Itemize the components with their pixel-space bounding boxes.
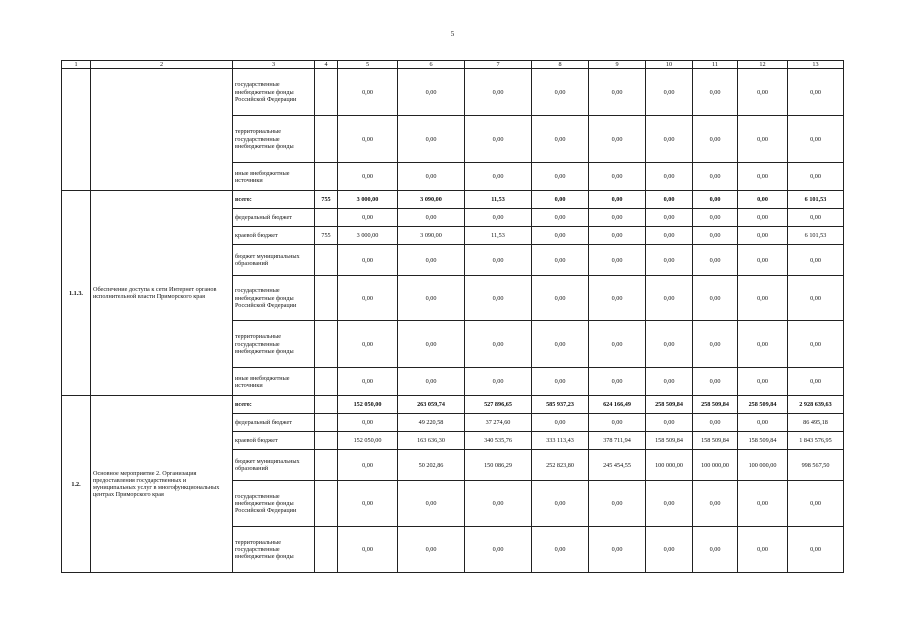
year-value: 152 050,00 xyxy=(338,432,398,450)
funding-source: бюджет муниципальных образований xyxy=(233,245,315,276)
year-value: 0,00 xyxy=(589,227,646,245)
budget-code xyxy=(315,209,338,227)
year-value: 0,00 xyxy=(532,191,589,209)
total-value: 0,00 xyxy=(788,276,844,321)
total-value: 1 843 576,95 xyxy=(788,432,844,450)
total-value: 0,00 xyxy=(788,69,844,116)
funding-source: территориальные государственные внебюджетные фонды xyxy=(233,321,315,368)
funding-source: федеральный бюджет xyxy=(233,209,315,227)
year-value: 0,00 xyxy=(398,276,465,321)
year-value: 0,00 xyxy=(338,163,398,191)
year-value: 0,00 xyxy=(338,414,398,432)
year-value: 49 220,58 xyxy=(398,414,465,432)
year-value: 11,53 xyxy=(465,191,532,209)
year-value: 0,00 xyxy=(693,245,738,276)
year-value: 3 090,00 xyxy=(398,191,465,209)
activity-name: Обеспечение доступа к сети Интернет органов исполнительной власти Приморского края xyxy=(91,191,233,396)
year-value: 0,00 xyxy=(646,321,693,368)
year-value: 0,00 xyxy=(646,69,693,116)
column-header: 11 xyxy=(693,61,738,69)
column-header: 6 xyxy=(398,61,465,69)
budget-code xyxy=(315,276,338,321)
year-value: 0,00 xyxy=(693,191,738,209)
year-value: 0,00 xyxy=(589,481,646,527)
year-value: 0,00 xyxy=(693,227,738,245)
year-value: 3 090,00 xyxy=(398,227,465,245)
header-row xyxy=(62,61,844,69)
total-value: 86 495,18 xyxy=(788,414,844,432)
year-value: 0,00 xyxy=(738,163,788,191)
budget-code xyxy=(315,245,338,276)
year-value: 0,00 xyxy=(738,527,788,573)
funding-source: территориальные государственные внебюджетные фонды xyxy=(233,527,315,573)
table-body xyxy=(62,61,844,573)
total-value: 0,00 xyxy=(788,368,844,396)
funding-source: государственные внебюджетные фонды Российской Федерации xyxy=(233,481,315,527)
year-value: 0,00 xyxy=(693,481,738,527)
funding-source: иные внебюджетные источники xyxy=(233,163,315,191)
year-value: 0,00 xyxy=(693,368,738,396)
year-value: 258 509,84 xyxy=(646,396,693,414)
year-value: 0,00 xyxy=(398,116,465,163)
year-value: 0,00 xyxy=(338,450,398,481)
activity-name xyxy=(91,69,233,191)
table-row xyxy=(62,69,844,116)
year-value: 163 636,30 xyxy=(398,432,465,450)
year-value: 340 535,76 xyxy=(465,432,532,450)
year-value: 0,00 xyxy=(589,527,646,573)
year-value: 0,00 xyxy=(338,116,398,163)
year-value: 0,00 xyxy=(646,245,693,276)
year-value: 0,00 xyxy=(532,414,589,432)
year-value: 0,00 xyxy=(465,368,532,396)
budget-code xyxy=(315,396,338,414)
year-value: 0,00 xyxy=(465,163,532,191)
year-value: 100 000,00 xyxy=(646,450,693,481)
total-value: 0,00 xyxy=(788,163,844,191)
column-header: 12 xyxy=(738,61,788,69)
budget-code xyxy=(315,163,338,191)
funding-source: иные внебюджетные источники xyxy=(233,368,315,396)
funding-source: краевой бюджет xyxy=(233,432,315,450)
year-value: 158 509,84 xyxy=(646,432,693,450)
year-value: 0,00 xyxy=(465,481,532,527)
year-value: 585 937,23 xyxy=(532,396,589,414)
year-value: 0,00 xyxy=(532,321,589,368)
budget-code xyxy=(315,414,338,432)
year-value: 0,00 xyxy=(693,116,738,163)
budget-table xyxy=(61,60,844,573)
year-value: 50 202,86 xyxy=(398,450,465,481)
year-value: 0,00 xyxy=(589,163,646,191)
year-value: 0,00 xyxy=(532,368,589,396)
year-value: 11,53 xyxy=(465,227,532,245)
budget-code xyxy=(315,481,338,527)
year-value: 0,00 xyxy=(693,414,738,432)
year-value: 3 000,00 xyxy=(338,227,398,245)
funding-source: территориальные государственные внебюджетные фонды xyxy=(233,116,315,163)
column-header: 4 xyxy=(315,61,338,69)
year-value: 245 454,55 xyxy=(589,450,646,481)
year-value: 0,00 xyxy=(589,191,646,209)
budget-code xyxy=(315,450,338,481)
year-value: 0,00 xyxy=(646,481,693,527)
year-value: 0,00 xyxy=(646,191,693,209)
year-value: 0,00 xyxy=(532,209,589,227)
year-value: 100 000,00 xyxy=(738,450,788,481)
year-value: 0,00 xyxy=(738,368,788,396)
year-value: 0,00 xyxy=(589,209,646,227)
year-value: 0,00 xyxy=(589,69,646,116)
year-value: 252 823,80 xyxy=(532,450,589,481)
year-value: 0,00 xyxy=(465,245,532,276)
year-value: 0,00 xyxy=(398,209,465,227)
column-header: 1 xyxy=(62,61,91,69)
year-value: 0,00 xyxy=(646,209,693,227)
year-value: 0,00 xyxy=(532,527,589,573)
year-value: 150 086,29 xyxy=(465,450,532,481)
year-value: 0,00 xyxy=(646,276,693,321)
activity-name: Основное мероприятие 2. Организация предоставления государственных и муниципальных услуг в многофункциональных центрах Приморского края xyxy=(91,396,233,573)
year-value: 152 050,00 xyxy=(338,396,398,414)
year-value: 0,00 xyxy=(738,116,788,163)
total-value: 0,00 xyxy=(788,116,844,163)
year-value: 0,00 xyxy=(532,69,589,116)
year-value: 527 896,65 xyxy=(465,396,532,414)
year-value: 0,00 xyxy=(532,245,589,276)
year-value: 0,00 xyxy=(398,245,465,276)
funding-source: федеральный бюджет xyxy=(233,414,315,432)
year-value: 0,00 xyxy=(398,527,465,573)
page-number: 5 xyxy=(450,30,455,38)
column-header: 10 xyxy=(646,61,693,69)
column-header: 2 xyxy=(91,61,233,69)
year-value: 37 274,60 xyxy=(465,414,532,432)
year-value: 0,00 xyxy=(589,276,646,321)
year-value: 0,00 xyxy=(338,527,398,573)
funding-source: государственные внебюджетные фонды Российской Федерации xyxy=(233,276,315,321)
year-value: 0,00 xyxy=(646,414,693,432)
year-value: 0,00 xyxy=(646,227,693,245)
activity-index: 1.1.3. xyxy=(62,191,91,396)
year-value: 0,00 xyxy=(338,69,398,116)
budget-code: 755 xyxy=(315,191,338,209)
budget-code: 755 xyxy=(315,227,338,245)
year-value: 0,00 xyxy=(646,116,693,163)
year-value: 0,00 xyxy=(693,527,738,573)
year-value: 0,00 xyxy=(465,69,532,116)
total-value: 0,00 xyxy=(788,321,844,368)
activity-index xyxy=(62,69,91,191)
year-value: 378 711,94 xyxy=(589,432,646,450)
year-value: 0,00 xyxy=(465,116,532,163)
column-header: 9 xyxy=(589,61,646,69)
year-value: 0,00 xyxy=(532,227,589,245)
year-value: 0,00 xyxy=(532,276,589,321)
year-value: 0,00 xyxy=(738,227,788,245)
year-value: 258 509,84 xyxy=(738,396,788,414)
budget-code xyxy=(315,69,338,116)
year-value: 0,00 xyxy=(738,481,788,527)
year-value: 0,00 xyxy=(589,245,646,276)
year-value: 0,00 xyxy=(693,69,738,116)
year-value: 0,00 xyxy=(693,321,738,368)
column-header: 5 xyxy=(338,61,398,69)
year-value: 0,00 xyxy=(589,414,646,432)
year-value: 0,00 xyxy=(646,527,693,573)
year-value: 158 509,84 xyxy=(738,432,788,450)
year-value: 0,00 xyxy=(338,368,398,396)
year-value: 0,00 xyxy=(398,481,465,527)
column-header: 8 xyxy=(532,61,589,69)
year-value: 0,00 xyxy=(398,69,465,116)
funding-source: всего: xyxy=(233,191,315,209)
year-value: 0,00 xyxy=(646,368,693,396)
year-value: 258 509,84 xyxy=(693,396,738,414)
column-header: 7 xyxy=(465,61,532,69)
year-value: 0,00 xyxy=(465,209,532,227)
year-value: 158 509,84 xyxy=(693,432,738,450)
year-value: 0,00 xyxy=(338,209,398,227)
year-value: 624 166,49 xyxy=(589,396,646,414)
table-row-total xyxy=(62,396,844,414)
total-value: 6 101,53 xyxy=(788,227,844,245)
budget-code xyxy=(315,368,338,396)
budget-code xyxy=(315,432,338,450)
budget-code xyxy=(315,527,338,573)
column-header: 3 xyxy=(233,61,315,69)
year-value: 0,00 xyxy=(532,163,589,191)
funding-source: бюджет муниципальных образований xyxy=(233,450,315,481)
year-value: 0,00 xyxy=(338,245,398,276)
year-value: 0,00 xyxy=(738,191,788,209)
year-value: 333 113,43 xyxy=(532,432,589,450)
year-value: 0,00 xyxy=(338,481,398,527)
year-value: 0,00 xyxy=(589,368,646,396)
total-value: 6 101,53 xyxy=(788,191,844,209)
year-value: 0,00 xyxy=(338,321,398,368)
budget-code xyxy=(315,321,338,368)
funding-source: всего: xyxy=(233,396,315,414)
year-value: 0,00 xyxy=(398,163,465,191)
year-value: 3 000,00 xyxy=(338,191,398,209)
year-value: 0,00 xyxy=(646,163,693,191)
year-value: 100 000,00 xyxy=(693,450,738,481)
total-value: 0,00 xyxy=(788,209,844,227)
year-value: 0,00 xyxy=(465,276,532,321)
year-value: 0,00 xyxy=(398,321,465,368)
year-value: 0,00 xyxy=(693,209,738,227)
budget-code xyxy=(315,116,338,163)
total-value: 0,00 xyxy=(788,245,844,276)
activity-index: 1.2. xyxy=(62,396,91,573)
funding-source: краевой бюджет xyxy=(233,227,315,245)
total-value: 2 928 639,63 xyxy=(788,396,844,414)
year-value: 0,00 xyxy=(398,368,465,396)
year-value: 0,00 xyxy=(738,276,788,321)
year-value: 0,00 xyxy=(589,116,646,163)
year-value: 0,00 xyxy=(589,321,646,368)
total-value: 998 567,50 xyxy=(788,450,844,481)
year-value: 0,00 xyxy=(532,116,589,163)
year-value: 0,00 xyxy=(693,163,738,191)
year-value: 0,00 xyxy=(738,245,788,276)
table-row-total xyxy=(62,191,844,209)
year-value: 0,00 xyxy=(738,414,788,432)
year-value: 0,00 xyxy=(338,276,398,321)
year-value: 0,00 xyxy=(738,69,788,116)
year-value: 0,00 xyxy=(693,276,738,321)
year-value: 0,00 xyxy=(738,321,788,368)
year-value: 0,00 xyxy=(738,209,788,227)
year-value: 0,00 xyxy=(532,481,589,527)
funding-source: государственные внебюджетные фонды Российской Федерации xyxy=(233,69,315,116)
year-value: 0,00 xyxy=(465,321,532,368)
column-header: 13 xyxy=(788,61,844,69)
total-value: 0,00 xyxy=(788,527,844,573)
total-value: 0,00 xyxy=(788,481,844,527)
year-value: 0,00 xyxy=(465,527,532,573)
year-value: 263 059,74 xyxy=(398,396,465,414)
